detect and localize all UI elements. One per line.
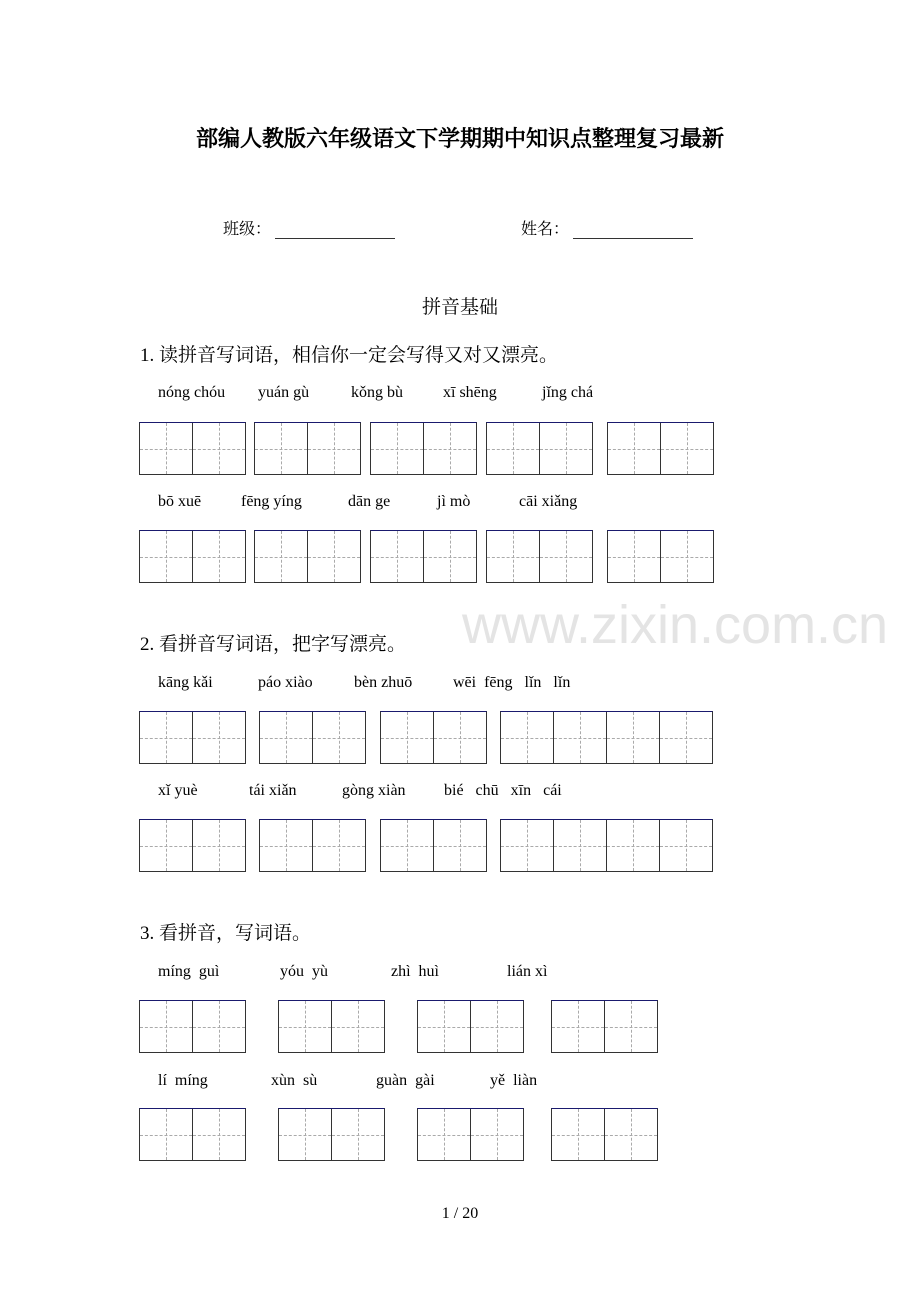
pinyin-label: kāng kǎi [158,674,213,691]
writing-grid[interactable] [139,530,246,583]
pinyin-label: cāi xiǎng [519,493,578,510]
pinyin-label: páo xiào [258,674,313,691]
question-3-label: 3. 看拼音，写词语。 [140,923,312,944]
tian-grid-cell[interactable] [434,820,486,871]
pinyin-label: bō xuē [158,493,202,510]
pinyin-label: fēng yíng [241,493,302,510]
pinyin-label: guàn gài [376,1072,435,1089]
writing-grid[interactable] [486,422,593,475]
pinyin-label: xùn sù [271,1072,318,1089]
tian-grid-cell[interactable] [140,423,193,474]
tian-grid-cell[interactable] [140,1001,193,1052]
tian-grid-cell[interactable] [434,712,486,763]
writing-grid[interactable] [417,1108,524,1161]
class-blank[interactable] [275,220,395,239]
tian-grid-cell[interactable] [332,1109,384,1160]
tian-grid-cell[interactable] [371,531,424,582]
tian-grid-cell[interactable] [540,423,592,474]
tian-grid-cell[interactable] [260,820,313,871]
writing-grid[interactable] [139,711,246,764]
pinyin-label: lí míng [158,1072,208,1089]
tian-grid-cell[interactable] [193,1109,245,1160]
writing-grid[interactable] [380,711,487,764]
tian-grid-cell[interactable] [501,820,554,871]
tian-grid-cell[interactable] [608,423,661,474]
writing-grid[interactable] [254,422,361,475]
tian-grid-cell[interactable] [608,531,661,582]
pinyin-label: tái xiǎn [249,782,297,799]
question-1-label: 1. 读拼音写词语，相信你一定会写得又对又漂亮。 [140,345,559,366]
name-label: 姓名： [521,221,570,238]
writing-grid[interactable] [139,1108,246,1161]
tian-grid-cell[interactable] [193,1001,245,1052]
writing-grid[interactable] [380,819,487,872]
writing-grid[interactable] [486,530,593,583]
tian-grid-cell[interactable] [260,712,313,763]
writing-grid[interactable] [259,819,366,872]
pinyin-label: kǒng bù [351,384,403,401]
tian-grid-cell[interactable] [371,423,424,474]
tian-grid-cell[interactable] [660,820,712,871]
name-blank[interactable] [573,220,693,239]
tian-grid-cell[interactable] [607,820,660,871]
writing-grid[interactable] [551,1108,658,1161]
tian-grid-cell[interactable] [140,820,193,871]
writing-grid[interactable] [500,819,713,872]
writing-grid[interactable] [500,711,713,764]
tian-grid-cell[interactable] [255,423,308,474]
writing-grid[interactable] [139,819,246,872]
tian-grid-cell[interactable] [471,1109,523,1160]
question-2-label: 2. 看拼音写词语，把字写漂亮。 [140,634,407,655]
tian-grid-cell[interactable] [140,1109,193,1160]
tian-grid-cell[interactable] [418,1001,471,1052]
tian-grid-cell[interactable] [418,1109,471,1160]
writing-grid[interactable] [278,1108,385,1161]
writing-grid[interactable] [278,1000,385,1053]
class-field [223,216,395,239]
tian-grid-cell[interactable] [552,1001,605,1052]
tian-grid-cell[interactable] [193,531,245,582]
pinyin-label: yuán gù [258,384,310,401]
pinyin-label: lián xì [507,963,548,980]
writing-grid[interactable] [607,422,714,475]
pinyin-label: jì mò [437,493,471,510]
writing-grid[interactable] [254,530,361,583]
tian-grid-cell[interactable] [471,1001,523,1052]
tian-grid-cell[interactable] [308,423,360,474]
tian-grid-cell[interactable] [501,712,554,763]
pinyin-label: xǐ yuè [158,782,198,799]
writing-grid[interactable] [370,422,477,475]
section-title: 拼音基础 [421,297,498,318]
page-number: 1 / 20 [441,1205,479,1222]
pinyin-label: yóu yù [280,963,328,980]
tian-grid-cell[interactable] [193,820,245,871]
tian-grid-cell[interactable] [661,531,713,582]
writing-grid[interactable] [139,422,246,475]
tian-grid-cell[interactable] [255,531,308,582]
class-label: 班级： [223,221,272,238]
pinyin-label: yě liàn [490,1072,538,1089]
tian-grid-cell[interactable] [607,712,660,763]
tian-grid-cell[interactable] [552,1109,605,1160]
tian-grid-cell[interactable] [605,1109,657,1160]
writing-grid[interactable] [259,711,366,764]
pinyin-label: dān ge [348,493,391,510]
tian-grid-cell[interactable] [487,423,540,474]
tian-grid-cell[interactable] [193,423,245,474]
writing-grid[interactable] [551,1000,658,1053]
tian-grid-cell[interactable] [540,531,592,582]
tian-grid-cell[interactable] [487,531,540,582]
pinyin-label: wēi fēng lǐn lǐn [453,674,571,691]
writing-grid[interactable] [370,530,477,583]
pinyin-label: nóng chóu [158,384,226,401]
tian-grid-cell[interactable] [193,712,245,763]
tian-grid-cell[interactable] [308,531,360,582]
pinyin-label: zhì huì [391,963,439,980]
writing-grid[interactable] [607,530,714,583]
tian-grid-cell[interactable] [279,1001,332,1052]
pinyin-label: jǐng chá [542,384,594,401]
tian-grid-cell[interactable] [381,820,434,871]
tian-grid-cell[interactable] [424,531,476,582]
tian-grid-cell[interactable] [313,820,365,871]
tian-grid-cell[interactable] [554,820,607,871]
pinyin-label: míng guì [158,963,220,980]
name-field [521,216,693,239]
tian-grid-cell[interactable] [313,712,365,763]
tian-grid-cell[interactable] [381,712,434,763]
tian-grid-cell[interactable] [140,531,193,582]
tian-grid-cell[interactable] [332,1001,384,1052]
tian-grid-cell[interactable] [605,1001,657,1052]
pinyin-label: bié chū xīn cái [444,782,562,799]
pinyin-label: xī shēng [443,384,497,401]
tian-grid-cell[interactable] [279,1109,332,1160]
tian-grid-cell[interactable] [660,712,712,763]
tian-grid-cell[interactable] [140,712,193,763]
tian-grid-cell[interactable] [554,712,607,763]
tian-grid-cell[interactable] [661,423,713,474]
tian-grid-cell[interactable] [424,423,476,474]
watermark: www.zixin.com.cn [462,595,889,655]
pinyin-label: bèn zhuō [354,674,413,691]
writing-grid[interactable] [139,1000,246,1053]
pinyin-label: gòng xiàn [342,782,406,799]
document-title: 部编人教版六年级语文下学期期中知识点整理复习最新 [195,126,724,151]
writing-grid[interactable] [417,1000,524,1053]
